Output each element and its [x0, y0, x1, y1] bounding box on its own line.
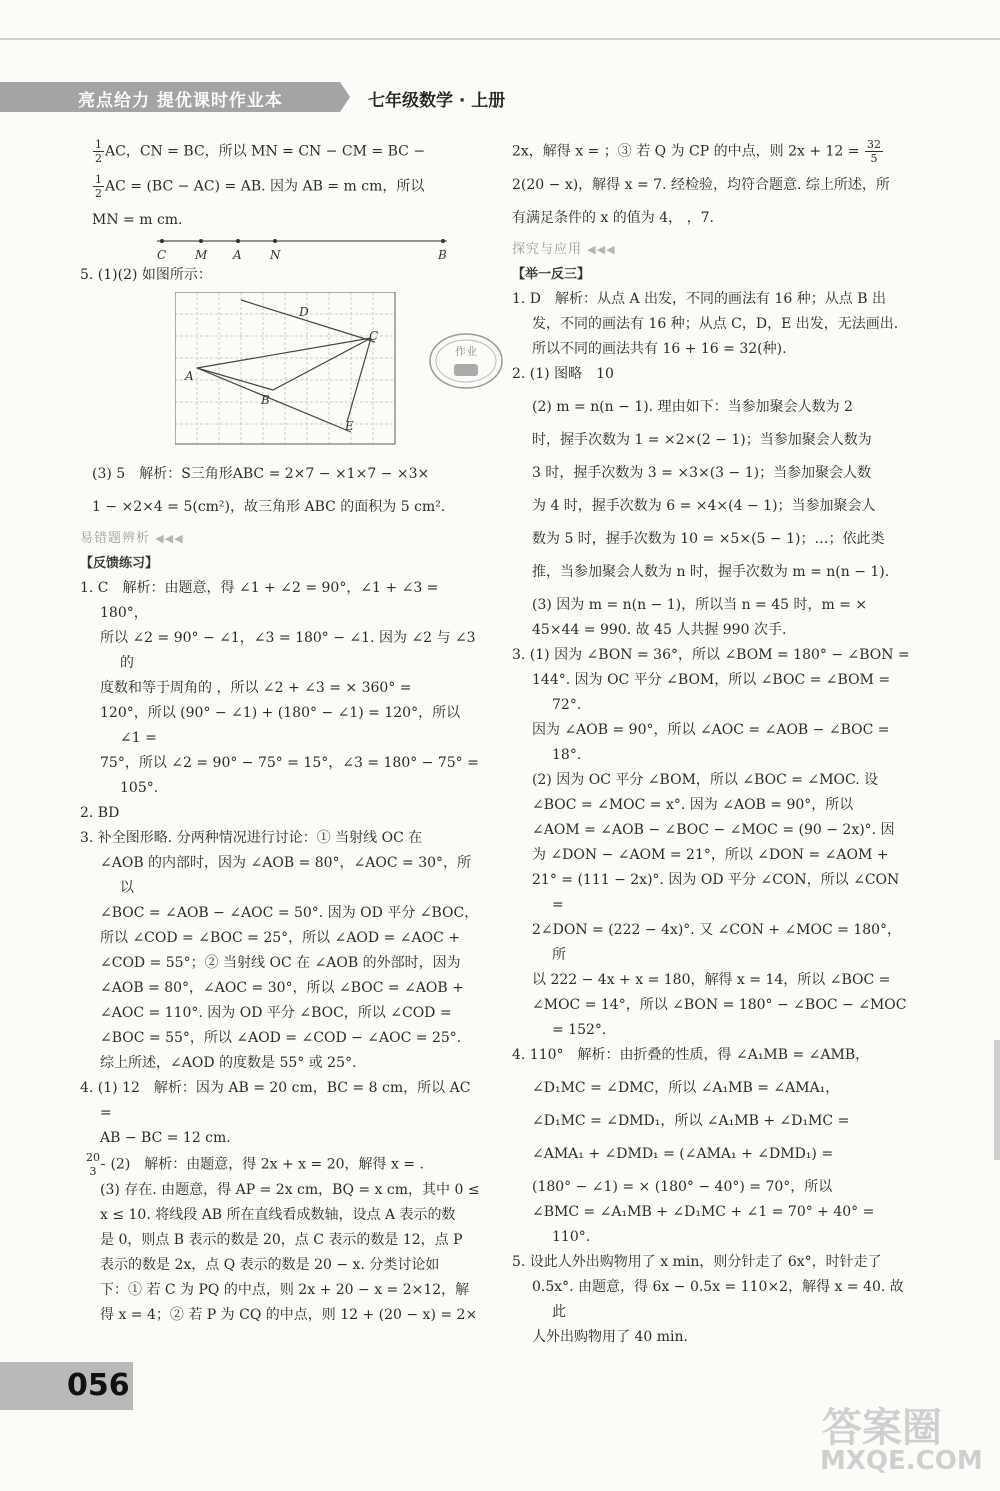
page-banner: [0, 82, 520, 112]
text-line: MN = m cm.: [92, 212, 183, 228]
text-line: 2x，解得 x = ；③ 若 Q 为 CP 的中点，则 2x + 12 = $\frac{32}{5}$: [512, 138, 881, 165]
point-c: [160, 239, 164, 243]
example-5: 5. 设此人外出购物用了 x min，则分针走了 6x°，时针走了 0.5x°. 由题意，得 6x − 0.5x = 110×2，解得 x = 40. 故此 人外出购物用了 40 min.: [512, 1254, 904, 1345]
sub-example: 【举一反三】: [512, 267, 591, 282]
svg-text:E: E: [345, 419, 354, 433]
text-line: $\frac{1}{2}$ AC = (BC − AC) = AB. 因为 AB = m cm，所以: [95, 173, 425, 200]
fraction: $\frac{1}{2}$: [95, 173, 102, 200]
svg-text:N: N: [270, 248, 281, 262]
left-column: [80, 138, 484, 1328]
segment-diagram: [147, 233, 447, 263]
answer-5-3-cont: 1 − ×2×4 = 5(cm²)，故三角形 ABC 的面积为 5 cm².: [92, 499, 446, 515]
svg-text:A: A: [185, 369, 194, 383]
banner-title: 亮点给力 提优课时作业本: [78, 91, 283, 111]
watermark-url: MXQE.COM: [820, 1446, 983, 1476]
page-number: 056: [67, 1368, 130, 1403]
question-5: 5. (1)(2) 如图所示：: [80, 267, 212, 283]
example-3: 3. (1) 因为 ∠BON = 36°，所以 ∠BOM = 180° − ∠BON = 144°. 因为 OC 平分 ∠BOM，所以 ∠BOC = ∠BOM = 72°. 因为 ∠AOB = 90°，所以 ∠AOC = ∠AOB − ∠BOC = 18°. (2) 因为 OC 平分 ∠BOM，所以 ∠BOC = ∠MOC. 设 ∠BOC = ∠MOC = x°. 因为 ∠AOB = 90°，所以 ∠AOM = ∠AOB − ∠BOC − ∠MOC = (90 − 2x)°. 因 为 ∠DON − ∠AOM = 21°，所以 ∠DON = ∠AOM + 21° = (111 − 2x)°. 因为 OD 平分 ∠CON，所以 ∠CON = 2∠DON = (222 − 4x)°. 又 ∠CON + ∠MOC = 180°，所 以 222 − 4x + x = 180，解得 x = 14，所以 ∠BOC = ∠MOC = 14°，所以 ∠BON = 180° − ∠BOC − ∠MOC = 152°.: [512, 647, 910, 1038]
stamp-logo: [426, 330, 506, 392]
answer-1: 1. C 解析：由题意，得 ∠1 + ∠2 = 90°，∠1 + ∠3 = 180°， 所以 ∠2 = 90° − ∠1，∠3 = 180° − ∠1. 因为 ∠2 与 ∠3 的 度数和等于周角的 ，所以 ∠2 + ∠3 = × 360° = 120°，所以 (90° − ∠1) + (180° − ∠1) = 120°，所以 ∠1 = 75°，所以 ∠2 = 90° − 75° = 15°，∠3 = 180° − 75° = 105°.: [80, 580, 479, 796]
right-column: [512, 138, 910, 1350]
fraction: $\frac{1}{2}$: [95, 138, 102, 165]
point-b: [441, 239, 445, 243]
page-edge: [994, 1040, 1000, 1160]
svg-text:作业: 作业: [455, 345, 477, 358]
svg-text:D: D: [299, 305, 309, 319]
svg-text:C: C: [157, 248, 167, 262]
text-line: 2(20 − x)，解得 x = 7. 经检验，均符合题意. 综上所述，所: [512, 177, 890, 193]
point-a: [236, 239, 240, 243]
fraction: $\frac{32}{5}$: [866, 138, 881, 165]
sub-feedback: 【反馈练习】: [80, 556, 159, 571]
svg-text:B: B: [261, 393, 270, 407]
text-line: $\frac{1}{2}$ AC，CN = BC，所以 MN = CN − CM = BC −: [95, 138, 426, 165]
svg-text:B: B: [438, 248, 447, 262]
svg-text:M: M: [195, 248, 208, 262]
section-apply: 探究与应用 ◀◀◀: [512, 242, 616, 257]
banner-subtitle: 七年级数学 · 上册: [368, 91, 506, 111]
answer-2: 2. BD: [80, 805, 120, 821]
grid-figure: [175, 292, 415, 454]
section-errors: 易错题辨析 ◀◀◀: [80, 531, 184, 546]
point-n: [273, 239, 277, 243]
svg-text:A: A: [233, 248, 242, 262]
example-1: 1. D 解析：从点 A 出发，不同的画法有 16 种；从点 B 出 发，不同的画法有 16 种；从点 C，D，E 出发，无法画出. 所以不同的画法共有 16 + 16 = 32(种).: [512, 291, 899, 357]
svg-text:C: C: [369, 329, 379, 343]
example-2: 2. (1) 图略 10 (2) m = n(n − 1). 理由如下：当参加聚会人数为 2 时，握手次数为 1 = ×2×(2 − 1)；当参加聚会人数为 3 时，握手次数为 3 = ×3×(3 − 1)；当参加聚会人数 为 4 时，握手次数为 6 = ×4×(4 − 1)；当参加聚会人 数为 5 时，握手次数为 10 = ×5×(5 − 1)；…；依此类 推，当参加聚会人数为 n 时，握手次数为 m = n(n − 1). (3) 因为 m = n(n − 1)，所以当 n = 45 时，m = × 45×44 = 990. 故 45 人共握 990 次手.: [512, 366, 890, 638]
top-rule: [0, 38, 1000, 40]
fraction: $\frac{20}{3}$: [101, 1151, 105, 1178]
answer-3: 3. 补全图形略. 分两种情况进行讨论：① 当射线 OC 在 ∠AOB 的内部时，因为 ∠AOB = 80°，∠AOC = 30°，所以 ∠BOC = ∠AOB − ∠AOC = 50°. 因为 OD 平分 ∠BOC， 所以 ∠COD = ∠BOC = 25°，所以 ∠AOD = ∠AOC + ∠COD = 55°；② 当射线 OC 在 ∠AOB 的外部时，因为 ∠AOB = 80°，∠AOC = 30°，所以 ∠BOC = ∠AOB + ∠AOC = 110°. 因为 OD 平分 ∠BOC，所以 ∠COD = ∠BOC = 55°，所以 ∠AOD = ∠COD − ∠AOC = 25°. 综上所述，∠AOD 的度数是 55° 或 25°.: [80, 830, 479, 1071]
point-m: [199, 239, 203, 243]
text-line: 有满足条件的 x 的值为 4， ，7.: [512, 210, 714, 226]
watermark-logo: 答案圈: [822, 1405, 942, 1451]
answer-4: 4. (1) 12 解析：因为 AB = 20 cm，BC = 8 cm，所以 AC = AB − BC = 12 cm. $\frac{20}{3}$ (2) 解析：由题意，得 2x + x = 20，解得 x = . (3) 存在. 由题意，得 AP = 2x cm，BQ = x cm，其中 0 ≤ x ≤ 10. 将线段 AB 所在直线看成数轴，设点 A 表示的数 是 0，则点 B 表示的数是 20，点 C 表示的数是 12，点 P 表示的数是 2x，点 Q 表示的数是 20 − x. 分类讨论如 下：① 若 C 为 PQ 的中点，则 2x + 20 − x = 2×12，解 得 x = 4；② 若 P 为 CQ 的中点，则 12 + (20 − x) = 2×: [80, 1080, 480, 1323]
example-4: 4. 110° 解析：由折叠的性质，得 ∠A₁MB = ∠AMB， ∠D₁MC = ∠DMC，所以 ∠A₁MB = ∠AMA₁， ∠D₁MC = ∠DMD₁，所以 ∠A₁MB + ∠D₁MC = ∠AMA₁ + ∠DMD₁ = (∠AMA₁ + ∠DMD₁) = (180° − ∠1) = × (180° − 40°) = 70°，所以 ∠BMC = ∠A₁MB + ∠D₁MC + ∠1 = 70° + 40° = 110°.: [512, 1047, 875, 1245]
answer-5-3: (3) 5 解析：S三角形ABC = 2×7 − ×1×7 − ×3×: [92, 466, 430, 482]
